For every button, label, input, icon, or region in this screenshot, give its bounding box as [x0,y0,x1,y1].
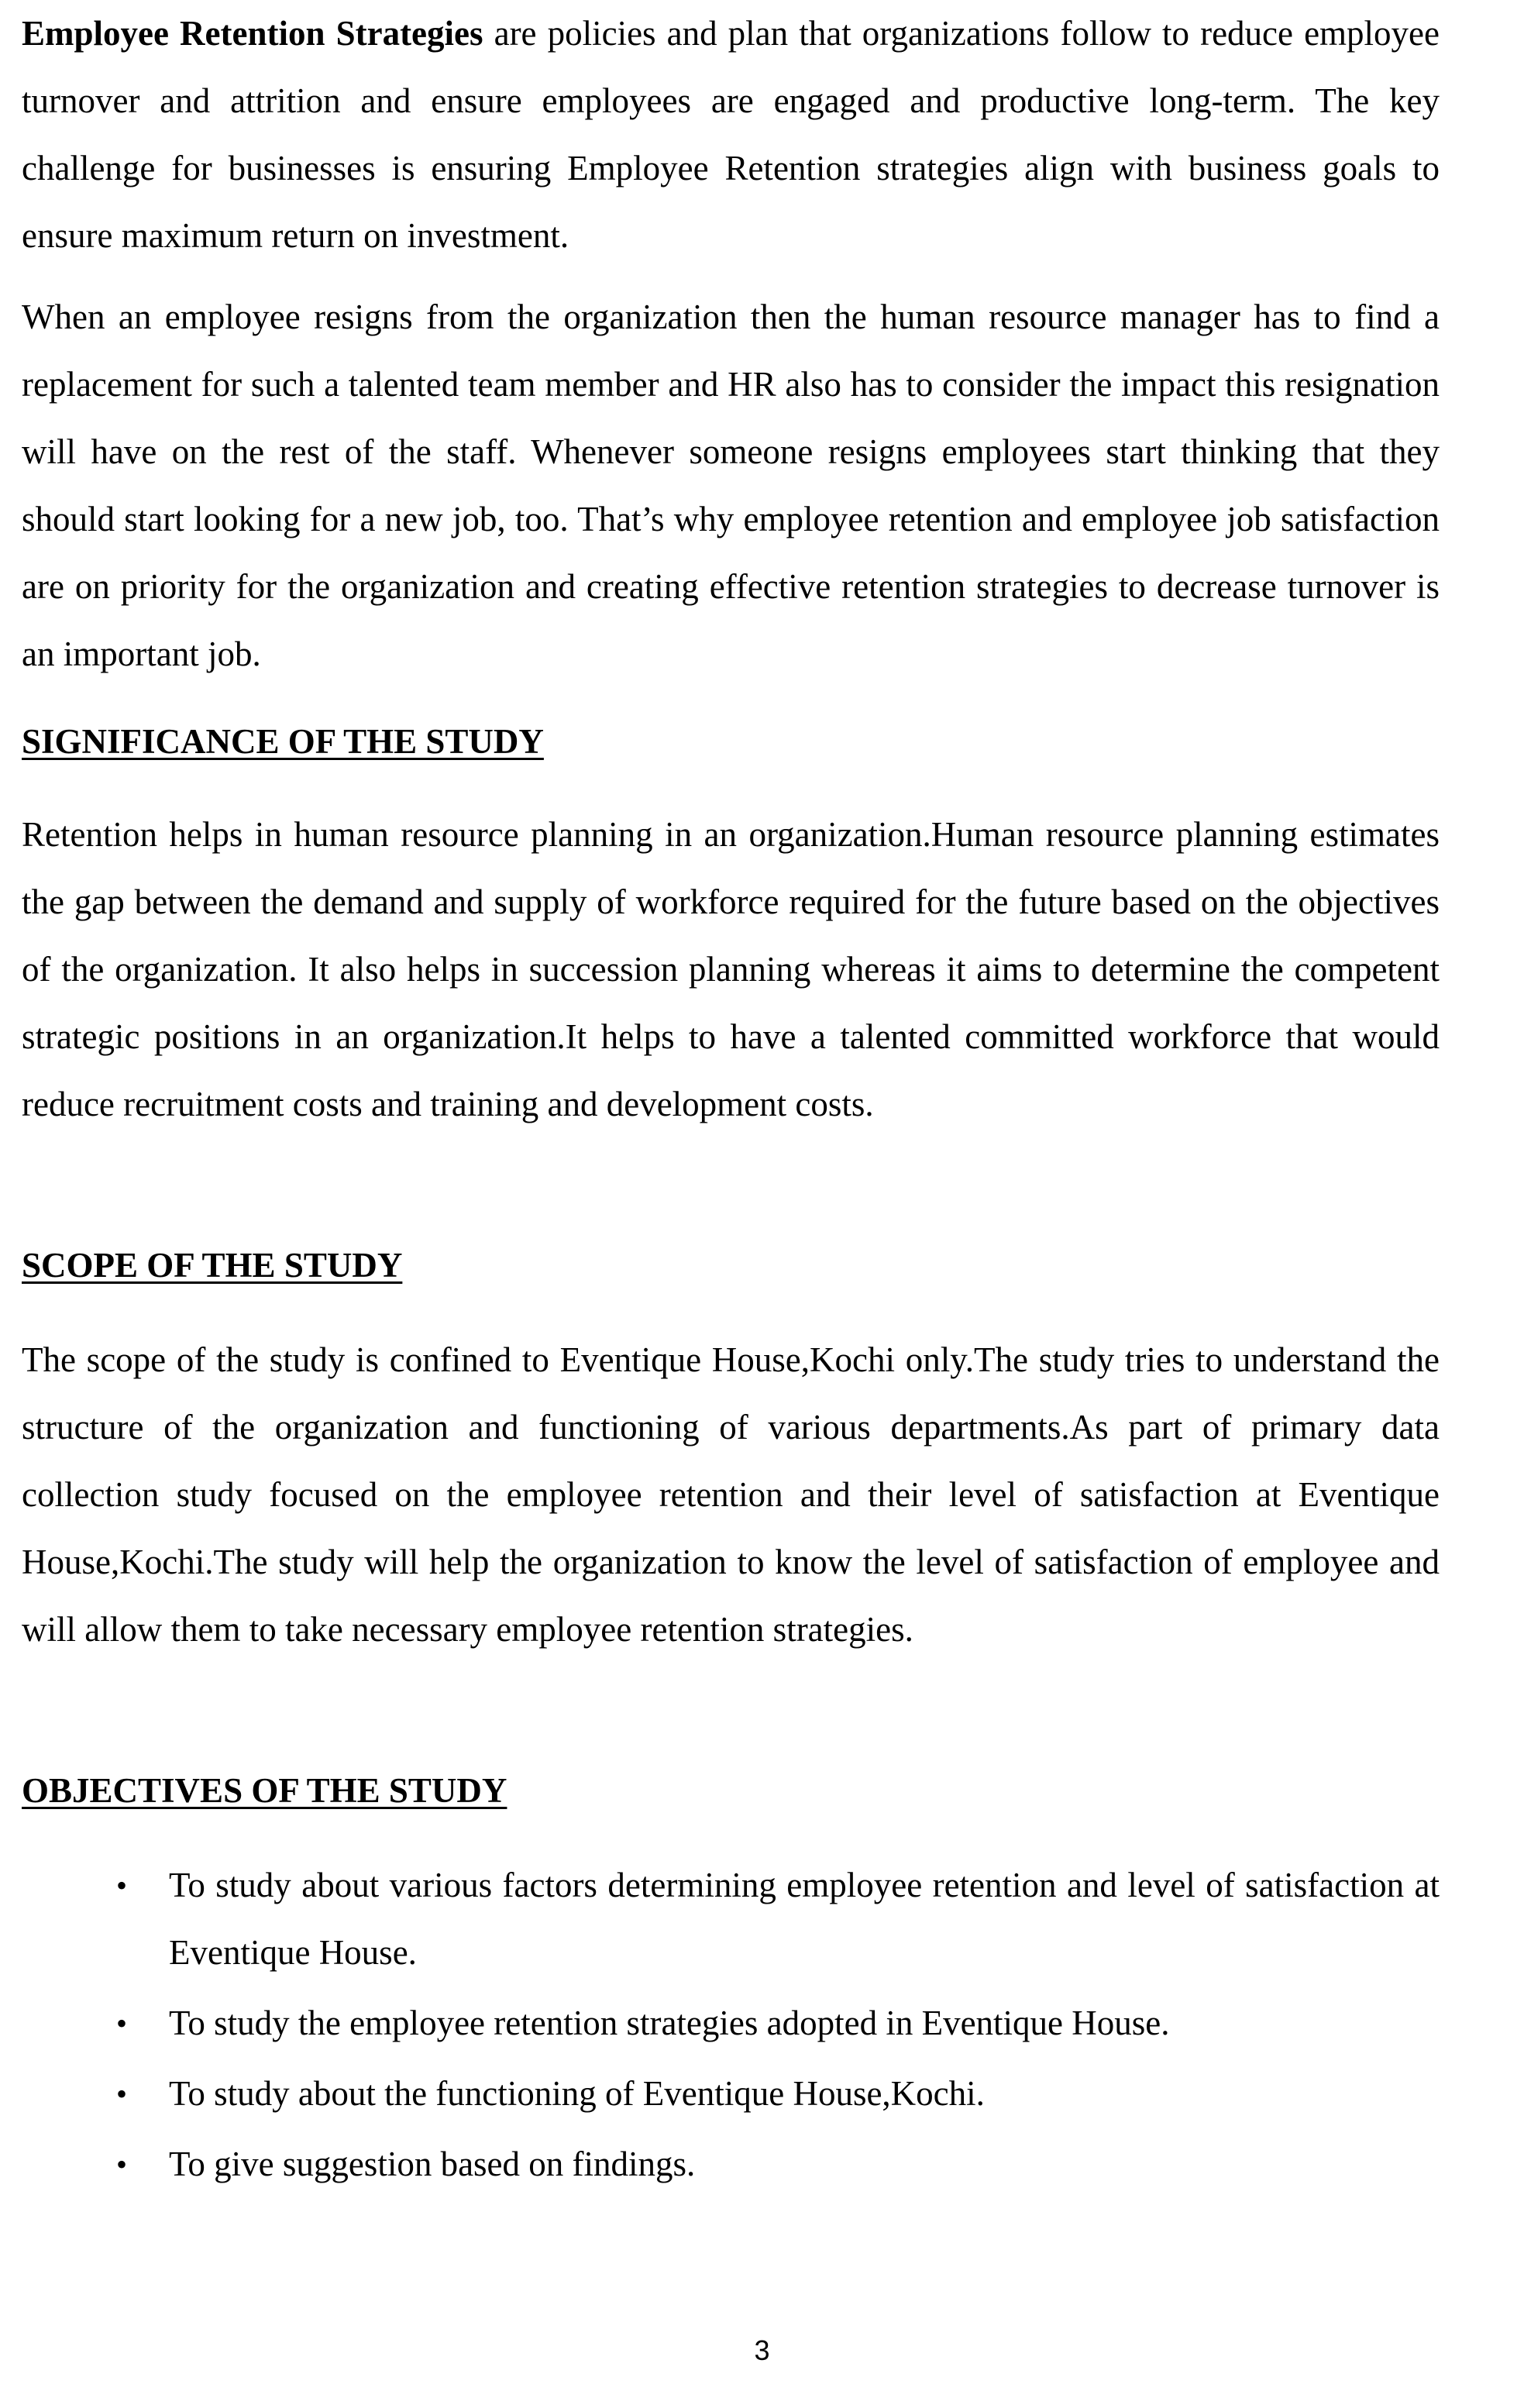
intro-text: are policies and plan that organizations follow to reduce employee turnover and attrition and ensure employees are engaged and productive long-term. The key challenge for businesses is ensuring Employee Retention strategies align with business goals to ensure maximum return on investment. [22,14,1440,255]
bullet-icon: • [116,2006,128,2041]
objective-text: To study about the functioning of Eventique House,Kochi. [169,2074,985,2113]
bullet-icon: • [116,1868,128,1903]
objectives-heading: OBJECTIVES OF THE STUDY [22,1771,507,1810]
scope-paragraph: The scope of the study is confined to Eventique House,Kochi only.The study tries to understand the structure of the organization and functioning of various departments.As part of primary data collection study focused on the employee retention and their level of satisfaction at Eventique House,Kochi.The study will help the organization to know the level of satisfaction of employee and will allow them to take necessary employee retention strategies. [22,1340,1440,1649]
intro-paragraph [22,0,1440,270]
objective-item [22,1990,1440,2057]
objective-text: To study about various factors determining employee retention and level of satisfaction at Eventique House. [169,1866,1440,1972]
bullet-icon: • [116,2076,128,2111]
objective-text: To give suggestion based on findings. [169,2145,696,2183]
intro-lead-term: Employee Retention Strategies [22,14,483,53]
scope-heading: SCOPE OF THE STUDY [22,1246,403,1285]
bullet-icon: • [116,2147,128,2182]
objective-item [22,2131,1440,2198]
objective-text: To study the employee retention strategies adopted in Eventique House. [169,2004,1170,2042]
objectives-list [22,1852,1440,2201]
page-number: 3 [754,2334,770,2366]
objective-item [22,2060,1440,2128]
significance-heading: SIGNIFICANCE OF THE STUDY [22,722,544,761]
resignation-paragraph: When an employee resigns from the organization then the human resource manager has to find a replacement for such a talented team member and HR also has to consider the impact this resignation will have on the rest of the staff. Whenever someone resigns employees start thinking that they should start looking for a new job, too. That’s why employee retention and employee job satisfaction are on priority for the organization and creating effective retention strategies to decrease turnover is an important job. [22,298,1440,673]
objective-item [22,1852,1440,1987]
significance-paragraph: Retention helps in human resource planning in an organization.Human resource planning estimates the gap between the demand and supply of workforce required for the future based on the objectives of the organization. It also helps in succession planning whereas it aims to determine the competent strategic positions in an organization.It helps to have a talented committed workforce that would reduce recruitment costs and training and development costs. [22,815,1440,1123]
